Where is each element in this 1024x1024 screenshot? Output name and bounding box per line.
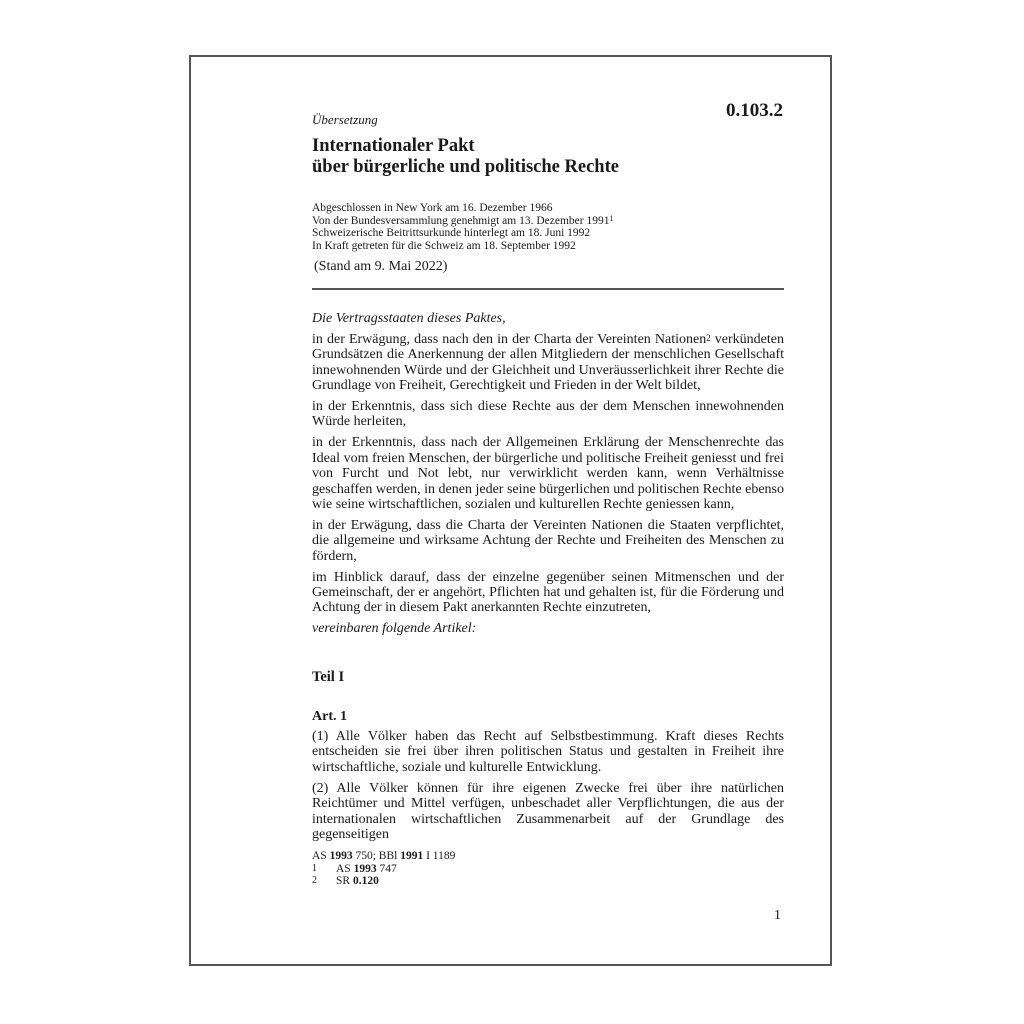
header-divider	[312, 288, 784, 290]
footnote-1-link[interactable]: AS 1993 747	[336, 862, 397, 875]
preamble-intro: Die Vertragsstaaten dieses Paktes,	[312, 311, 506, 326]
preamble-paragraph: im Hinblick darauf, dass der einzelne gegenüber seinen Mitmenschen und der Gemeinschaft, der er angehört, Pflichten hat und gehalten ist, für die Förderung und Achtung der in diesem Pakt anerkannten Rechte einzutreten,	[312, 569, 784, 616]
article-paragraph: (2) Alle Völker können für ihre eigenen Zwecke frei über ihre natürlichen Reichtümer und Mittel verfügen, unbeschadet aller Verpflichtungen, die aus der internationalen wirtschaftlichen Zusammenarbeit auf der Grundlage des gegenseitigen	[312, 780, 784, 842]
title-line-1: Internationaler Pakt	[312, 136, 475, 156]
document-meta	[312, 202, 613, 252]
page-number: 1	[774, 908, 781, 923]
source-reference: AS 1993 750; BBl 1991 I 1189	[312, 850, 456, 862]
preamble-closing: vereinbaren folgende Artikel:	[312, 621, 477, 637]
preamble	[312, 311, 784, 642]
article-heading: Art. 1	[312, 709, 347, 724]
preamble-paragraph: in der Erkenntnis, dass nach der Allgemeinen Erklärung der Menschenrechte das Ideal vom freien Menschen, der bürgerliche und politische Freiheit geniesst und frei von Furcht und Not lebt, nur verwirklicht werden kann, wenn Verhältnisse geschaffen werden, in denen jeder seine bürgerlichen und politischen Rechte ebenso wie seine wirtschaftlichen, sozialen und kulturellen Rechte geniessen kann,	[312, 435, 784, 512]
footnote-ref-1[interactable]: 1	[609, 213, 614, 223]
preamble-paragraph: in der Erwägung, dass nach den in der Charta der Vereinten Nationen$^2$ verkündeten Grundsätzen die Anerkennung der allen Mitgliedern der menschlichen Gesellschaft innewohnenden Würde und der Gleichheit und Unveräusserlichkeit ihrer Rechte die Grundlage von Freiheit, Gerechtigkeit und Frieden in der Welt bildet,	[312, 331, 784, 394]
translation-label: Übersetzung	[312, 112, 378, 127]
footnotes	[312, 850, 455, 888]
article-1-body	[312, 729, 784, 848]
preamble-paragraph: in der Erwägung, dass die Charta der Vereinten Nationen die Staaten verpflichtet, die allgemeine und wirksame Achtung der Rechte und Freiheiten des Menschen zu fördern,	[312, 517, 784, 564]
document-title	[312, 136, 619, 178]
part-heading: Teil I	[312, 669, 345, 685]
meta-concluded: Abgeschlossen in New York am 16. Dezember 1966	[312, 202, 553, 214]
preamble-paragraph: in der Erkenntnis, dass sich diese Rechte aus der dem Menschen innewohnenden Würde herleiten,	[312, 399, 784, 430]
meta-deposited: Schweizerische Beitrittsurkunde hinterlegt am 18. Juni 1992	[312, 227, 591, 239]
status-date: (Stand am 9. Mai 2022)	[314, 259, 448, 274]
article-paragraph: (1) Alle Völker haben das Recht auf Selbstbestimmung. Kraft dieses Rechts entscheiden sie frei über ihren politischen Status und gestalten in Freiheit ihre wirtschaftliche, soziale und kulturelle Entwicklung.	[312, 729, 784, 775]
meta-in-force: In Kraft getreten für die Schweiz am 18. September 1992	[312, 239, 576, 252]
title-line-2: über bürgerliche und politische Rechte	[312, 157, 619, 177]
footnote-2-link[interactable]: SR 0.120	[336, 875, 379, 887]
footnote-1: 1 AS 1993 747	[312, 862, 397, 875]
sr-number: 0.103.2	[726, 100, 783, 121]
footnote-ref-2[interactable]: 2	[706, 332, 711, 343]
footnote-2: 2 SR 0.120	[312, 875, 379, 887]
meta-approved: Von der Bundesversammlung genehmigt am 13. Dezember 1991$^1$	[312, 213, 614, 227]
